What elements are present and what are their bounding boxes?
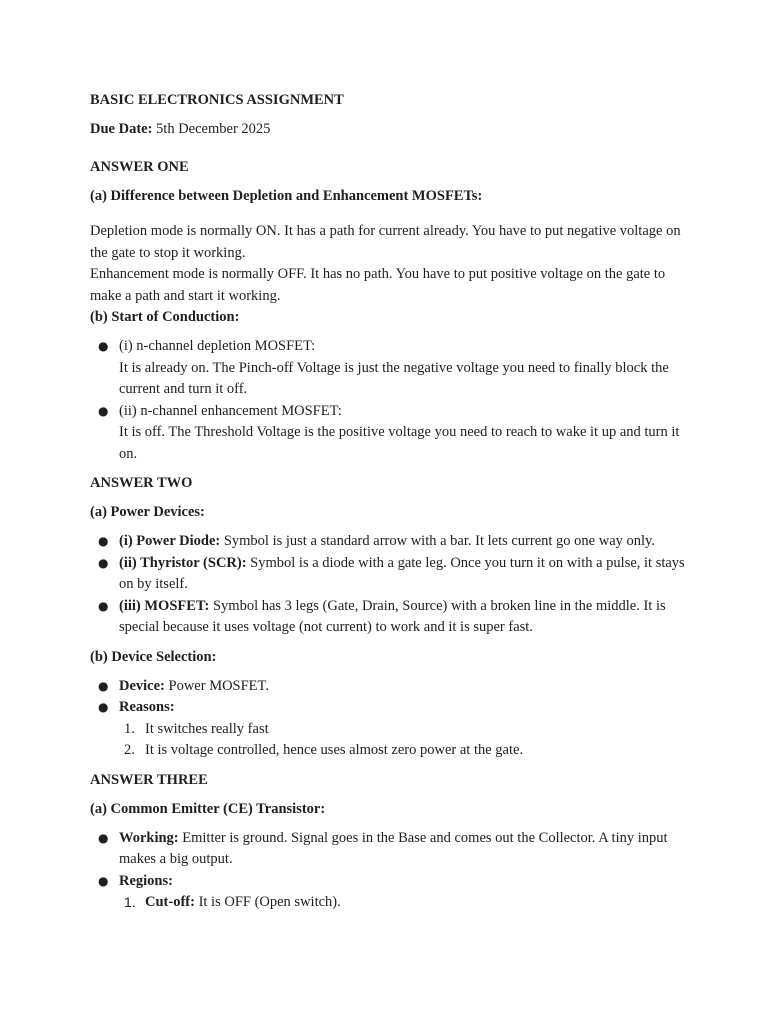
due-date-label: Due Date: xyxy=(90,121,153,137)
bullet-icon: ● xyxy=(98,830,109,845)
item-text: It is OFF (Open switch). xyxy=(194,894,341,910)
list-item-label: (iii) MOSFET: xyxy=(119,597,210,614)
list-item xyxy=(90,401,690,466)
numbered-item xyxy=(119,892,690,914)
depletion-paragraph: Depletion mode is normally ON. It has a path for current already. You have to put negative voltage on the gate to stop it working. xyxy=(90,223,681,261)
list-item-text: Symbol is just a standard arrow with a bar. It lets current go one way only. xyxy=(220,533,655,549)
conduction-list xyxy=(90,336,690,465)
document-page xyxy=(90,90,690,914)
item-number: 1. xyxy=(124,720,135,737)
item-text: It is voltage controlled, hence uses almost zero power at the gate. xyxy=(145,742,524,758)
list-item-label: Working: xyxy=(119,829,179,846)
bullet-icon: ● xyxy=(98,403,109,418)
list-item xyxy=(90,553,690,596)
bullet-icon: ● xyxy=(98,678,109,693)
list-item xyxy=(90,828,690,871)
bullet-icon: ● xyxy=(98,700,109,714)
item-text: It switches really fast xyxy=(145,720,269,737)
answer-three-question-a: (a) Common Emitter (CE) Transistor: xyxy=(90,800,326,817)
list-item xyxy=(90,336,690,401)
list-item-title: (i) n-channel depletion MOSFET: xyxy=(119,338,316,354)
list-item-label: Regions: xyxy=(119,872,173,889)
list-item xyxy=(90,676,690,698)
list-item xyxy=(90,697,690,762)
numbered-item xyxy=(119,719,690,741)
answer-one-paragraphs xyxy=(90,221,690,307)
bullet-icon: ● xyxy=(98,339,109,353)
list-item-text: Symbol has 3 legs (Gate, Drain, Source) with a broken line in the middle. It is special because it uses voltage (not current) to work and it is super fast. xyxy=(119,597,666,635)
list-item-text: It is already on. The Pinch-off Voltage is just the negative voltage you need to finally block the current and turn it off. xyxy=(119,359,669,397)
bullet-icon: ● xyxy=(98,534,109,548)
list-item xyxy=(90,596,690,639)
ce-transistor-list xyxy=(90,828,690,914)
bullet-icon: ● xyxy=(98,598,109,613)
list-item-text: It is off. The Threshold Voltage is the positive voltage you need to reach to wake it up and turn it on. xyxy=(119,424,680,462)
item-number: 1. xyxy=(124,894,136,910)
answer-two-question-a: (a) Power Devices: xyxy=(90,504,205,520)
list-item-label: Device: xyxy=(119,677,165,694)
due-date-line xyxy=(90,119,690,140)
reasons-list xyxy=(119,719,690,762)
list-item-text: Symbol is a diode with a gate leg. Once you turn it on with a pulse, it stays on by itself. xyxy=(119,554,685,592)
list-item-label: Reasons: xyxy=(119,699,175,715)
list-item-text: Emitter is ground. Signal goes in the Base and comes out the Collector. A tiny input makes a big output. xyxy=(119,829,668,867)
list-item-title: (ii) n-channel enhancement MOSFET: xyxy=(119,402,342,419)
bullet-icon: ● xyxy=(98,555,109,570)
document-title: BASIC ELECTRONICS ASSIGNMENT xyxy=(90,92,344,108)
item-label: Cut-off: xyxy=(145,894,195,910)
item-number: 2. xyxy=(124,742,135,758)
answer-two-heading: ANSWER TWO xyxy=(90,475,193,491)
bullet-icon: ● xyxy=(98,873,109,888)
answer-one-question-b: (b) Start of Conduction: xyxy=(90,309,240,325)
answer-one-heading: ANSWER ONE xyxy=(90,159,189,175)
enhancement-paragraph: Enhancement mode is normally OFF. It has no path. You have to put positive voltage on the gate to make a path and start it working. xyxy=(90,266,666,304)
list-item-label: (i) Power Diode: xyxy=(119,533,221,549)
device-selection-list xyxy=(90,676,690,762)
answer-two-question-b: (b) Device Selection: xyxy=(90,648,217,665)
answer-three-heading: ANSWER THREE xyxy=(90,771,208,788)
regions-list xyxy=(119,892,690,914)
numbered-item xyxy=(119,740,690,762)
list-item-label: (ii) Thyristor (SCR): xyxy=(119,554,247,571)
list-item xyxy=(90,531,690,553)
list-item xyxy=(90,871,690,914)
answer-one-question-a: (a) Difference between Depletion and Enhancement MOSFETs: xyxy=(90,188,483,204)
list-item-text: Power MOSFET. xyxy=(164,677,269,694)
due-date-value: 5th December 2025 xyxy=(152,121,271,137)
power-devices-list xyxy=(90,531,690,639)
